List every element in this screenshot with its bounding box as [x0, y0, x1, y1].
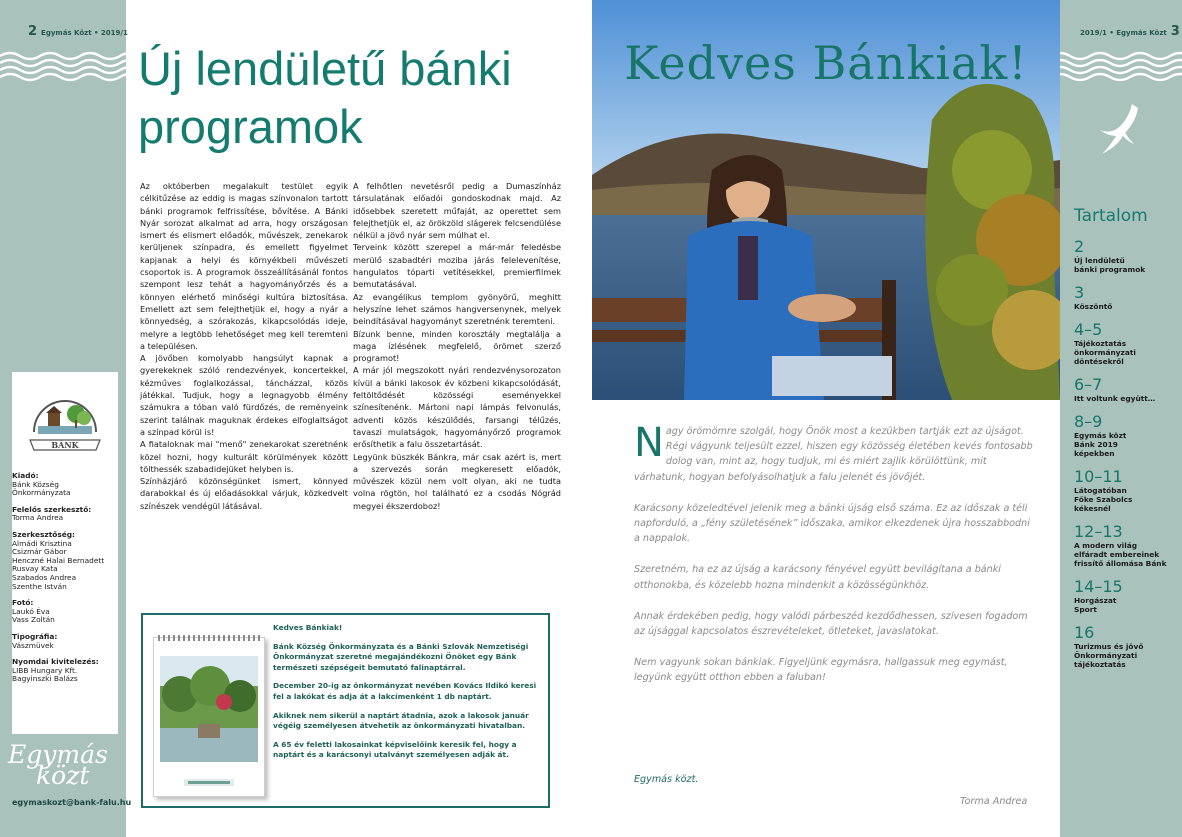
colophon-line: Bagyinszki Balázs	[12, 674, 78, 684]
letter-body	[634, 501, 1034, 686]
toc-entry-label: Turizmus és jövő Önkormányzati tájékoztatás	[1074, 642, 1144, 669]
colophon-line: Vass Zoltán	[12, 615, 55, 625]
toc-page-number: 3	[1074, 283, 1085, 302]
colophon-block	[12, 633, 118, 650]
calendar-announcement-box	[141, 613, 550, 808]
letter-paragraph: Karácsony közeledtével jelenik meg a bánki újság első száma. Ez az időszak a téli napforduló, a „fény születésének” időszaka, amikor elkezdenek újra hosszabbodni a nappalok.	[634, 502, 1030, 545]
colophon-line: Laukó Éva	[12, 606, 50, 616]
toc-page-number: 2	[1074, 237, 1085, 256]
wave-ornament-left	[0, 48, 126, 82]
colophon	[12, 472, 118, 692]
table-of-contents	[1074, 238, 1180, 679]
toc-page-number: 10–11	[1074, 467, 1123, 486]
wall-calendar-image	[153, 637, 265, 797]
colophon-line: Bánk Község	[12, 479, 59, 489]
editorial-letter	[634, 420, 1034, 702]
article-paragraph: Bízunk benne, minden korosztály megtalálja a maga ízlésének megfelelő, örömet szerző programot!	[353, 328, 561, 364]
colophon-line: Önkormányzata	[12, 488, 71, 498]
article-paragraph: Színházjáró közönségünket ismert, könnyed darabokkal és új előadásokkal várjuk, közkedvelt színészek vendégül látásával.	[140, 476, 348, 511]
toc-page-number: 4–5	[1074, 320, 1103, 339]
toc-item[interactable]	[1074, 238, 1180, 274]
toc-page-number: 8–9	[1074, 412, 1103, 431]
article-title	[138, 40, 578, 156]
letter-paragraph: Nem vagyunk sokan bánkiak. Figyeljünk egymásra, hallgassuk meg egymást, legyünk együtt otthon ebben a faluban!	[634, 657, 1008, 684]
toc-item[interactable]	[1074, 376, 1180, 403]
article-paragraph: A felhőtlen nevetésről pedig a Dumaszínház társulatának előadói gondoskodnak majd. Az idősebbek szeretett műfaját, az operettet sem felejthetjük el, az örökzöld slágerek felcsendülése nélkül a jövő nyár sem múlhat el.	[353, 181, 561, 241]
announcement-text	[273, 623, 543, 769]
calendar-photo	[160, 656, 258, 762]
toc-item[interactable]	[1074, 321, 1180, 366]
colophon-line: Rusvay Kata	[12, 564, 58, 574]
announcement-paragraph: Akiknek nem sikerül a naptárt átadnia, azok a lakosok január végéig személyesen átvehetik az önkormányzati hivatalban.	[273, 710, 529, 731]
letter-paragraph: Szeretném, ha ez az újság a karácsony fényével együtt bevilágítana a bánki otthonokba, és közelebb hozna mindenkit a közösségünkhöz.	[634, 564, 1001, 591]
letter-first-paragraph	[634, 420, 1034, 485]
colophon-block	[12, 531, 118, 591]
colophon-block	[12, 506, 118, 523]
colophon-label: Felelős szerkesztő:	[12, 504, 92, 514]
colophon-block	[12, 599, 118, 625]
article-paragraph: Terveink között szerepel a már-már feledésbe merülő szabadtéri moziba járás felelevenítése, hangulatos tóparti vetítésekkel, premierfilmek bemutatásával.	[353, 242, 561, 290]
masthead-line2: közt	[36, 761, 90, 790]
colophon-line: Csizmár Gábor	[12, 547, 67, 557]
toc-entry-label: Egymás közt Bánk 2019 képekben	[1074, 431, 1127, 458]
announcement-paragraph: Kedves Bánkiak!	[273, 623, 343, 632]
folio-text-right: 2019/1 • Egymás Közt	[1080, 29, 1167, 37]
article-paragraph: A már jól megszokott nyári rendezvénysorozaton kívül a bánki lakosok év közbeni kikapcsolódását, feltöltődését közösségi eseményekkel színesítenénk. Mártoni napi lámpás felvonulás, adventi közös készülődés, farsangi télűzés, tavaszi mulatságok, hagyományőrző programok erősíthetik a falu összetartását.	[353, 365, 561, 450]
toc-item[interactable]	[1074, 578, 1180, 614]
toc-entry-label: Itt voltunk együtt…	[1074, 394, 1156, 403]
announcement-paragraph: Bánk Község Önkormányzata és a Bánki Szlovák Nemzetiségi Önkormányzat szeretné megajándékozni Önöket egy Bánk természeti szépségeit bemutató falinaptárral.	[273, 641, 529, 672]
toc-item[interactable]	[1074, 468, 1180, 513]
colophon-line: Henczné Halai Bernadett	[12, 555, 105, 565]
colophon-block	[12, 658, 118, 684]
article-paragraph: A fiataloknak mai "menő" zenekarokat szeretnénk közel hozni, hogy kulturált körülmények között tölthessék szabadidejüket helyben is.	[140, 439, 348, 474]
masthead-line1: Egymás	[8, 740, 108, 769]
toc-page-number: 16	[1074, 623, 1095, 642]
swallow-icon	[1088, 100, 1148, 160]
article-paragraph: Legyünk büszkék Bánkra, már csak azért is, mert a szervezés során megkeresett előadók, művészek közül nem volt olyan, aki ne tudta volna rögtön, hol található ez a csodás Nógrád megyei ékszerdoboz!	[353, 451, 561, 511]
calendar-footer-mark	[184, 779, 234, 786]
toc-item[interactable]	[1074, 413, 1180, 458]
colophon-label: Nyomdai kivitelezés:	[12, 657, 99, 667]
announcement-paragraph: December 20-ig az önkormányzat nevében Kovács Ildikó keresi fel a lakókat és adja át a lakcímenként 1 db naptárt.	[273, 681, 537, 701]
toc-item[interactable]	[1074, 624, 1180, 669]
colophon-line: LIBB Hungary Kft.	[12, 665, 78, 675]
announcement-paragraph: A 65 év feletti lakosainkat képviselőink keresik fel, hogy a naptárt és a karácsonyi utalványt személyesen adják át.	[273, 739, 517, 760]
colophon-line: Szenthe István	[12, 581, 67, 591]
toc-entry-label: Tájékoztatás önkormányzati döntésekről	[1074, 339, 1136, 366]
toc-entry-label: A modern világ elfáradt embereinek frissítő állomása Bánk	[1074, 541, 1167, 568]
toc-item[interactable]	[1074, 284, 1180, 311]
colophon-line: Torma Andrea	[12, 513, 64, 523]
article-column-2	[353, 180, 561, 512]
logo-text: BÁNK	[51, 440, 79, 450]
folio-text-left: Egymás Közt • 2019/1	[41, 29, 128, 37]
toc-title: Tartalom	[1074, 206, 1148, 226]
toc-item[interactable]	[1074, 523, 1180, 568]
colophon-line: Vászmüvek	[12, 640, 54, 650]
toc-entry-label: Látogatóban Főke Szabolcs kékesnél	[1074, 486, 1133, 513]
colophon-line: Almádi Krisztina	[12, 538, 72, 548]
village-crest-icon	[26, 382, 104, 460]
article-title-line2: programok	[138, 100, 363, 153]
contact-email[interactable]: egymaskozt@bank-falu.hu	[12, 798, 132, 807]
letter-first-text: agy örömömre szolgál, hogy Önök most a kezükben tartják ezt az újságot. Régi vágyunk teljesült ezzel, hiszen egy közösség életében kevés fontosabb dolog van, mint az, hogy tudjuk, mi és miért zajlik körülöttünk, mit várhatunk, hogyan befolyásolhatjuk a falu jelenét és jövőjét.	[634, 426, 1033, 483]
colophon-block	[12, 472, 118, 498]
letter-sign-off: Egymás közt.	[634, 774, 699, 785]
colophon-line: Szabados Andrea	[12, 572, 77, 582]
toc-entry-label: Új lendületű bánki programok	[1074, 256, 1146, 274]
toc-page-number: 6–7	[1074, 375, 1103, 394]
toc-page-number: 14–15	[1074, 577, 1123, 596]
colophon-label: Kiadó:	[12, 471, 39, 480]
article-title-line1: Új lendületű bánki	[138, 42, 512, 95]
page-folio-left	[24, 24, 128, 39]
calendar-rings	[158, 635, 260, 641]
wave-ornament-right	[1060, 48, 1182, 82]
article-paragraph: Az evangélikus templom gyönyörű, meghitt helyszíne lehet számos hangversenynek, melyek beindításával hagyományt szeretnénk teremteni.	[353, 291, 561, 327]
toc-entry-label: Köszöntő	[1074, 302, 1113, 311]
article-column-1	[140, 180, 348, 512]
toc-page-number: 12–13	[1074, 522, 1123, 541]
drop-cap: N	[634, 420, 664, 466]
page-number-right: 3	[1170, 24, 1180, 39]
colophon-label: Tipográfia:	[12, 631, 58, 641]
letter-author: Torma Andrea	[960, 796, 1028, 807]
colophon-label: Fotó:	[12, 598, 34, 608]
colophon-label: Szerkesztőség:	[12, 529, 75, 539]
article-paragraph: Az októberben megalakult testület egyik célkitűzése az eddig is magas színvonalon tartott bánki programok felfrissítése, bővítése. A Bánki Nyár sorozat alkalmat ad arra, hogy országosan ismert és elismert előadók, művészek, zenekarok kerüljenek színpadra, és emellett figyelmet kapjanak a helyi és környékbeli művészeti csoportok is. A programok összeállításánál fontos szempont lesz tehát a hagyományőrzés és a könnyen elérhető minőségi kultúra biztosítása. Emellett azt sem felejthetjük el, hogy a nyár a könnyedség, a szórakozás, kikapcsolódás ideje, melyre a legtöbb lehetőséget meg kell teremteni a településen.	[140, 181, 348, 351]
article-paragraph: A jövőben komolyabb hangsúlyt kapnak a gyerekeknek szóló rendezvények, koncertekkel, kézműves foglalkozással, táncházzal, közös játékkal. Tudjuk, hogy a legnagyobb élmény számukra a tóban való fürdőzés, de reményeink szerint találnak maguknak érdekes elfoglaltságot a színpad körül is!	[140, 353, 348, 437]
toc-entry-label: Horgászat Sport	[1074, 596, 1117, 614]
letter-paragraph: Annak érdekében pedig, hogy valódi párbeszéd kezdődhessen, szívesen fogadom az újsággal kapcsolatos észrevételeket, ötleteket, javaslatokat.	[634, 610, 1028, 638]
page-folio-right	[1080, 24, 1182, 39]
page-number-left: 2	[28, 24, 38, 39]
greeting-title: Kedves Bánkiak!	[624, 36, 1028, 90]
masthead-logo	[8, 740, 108, 790]
